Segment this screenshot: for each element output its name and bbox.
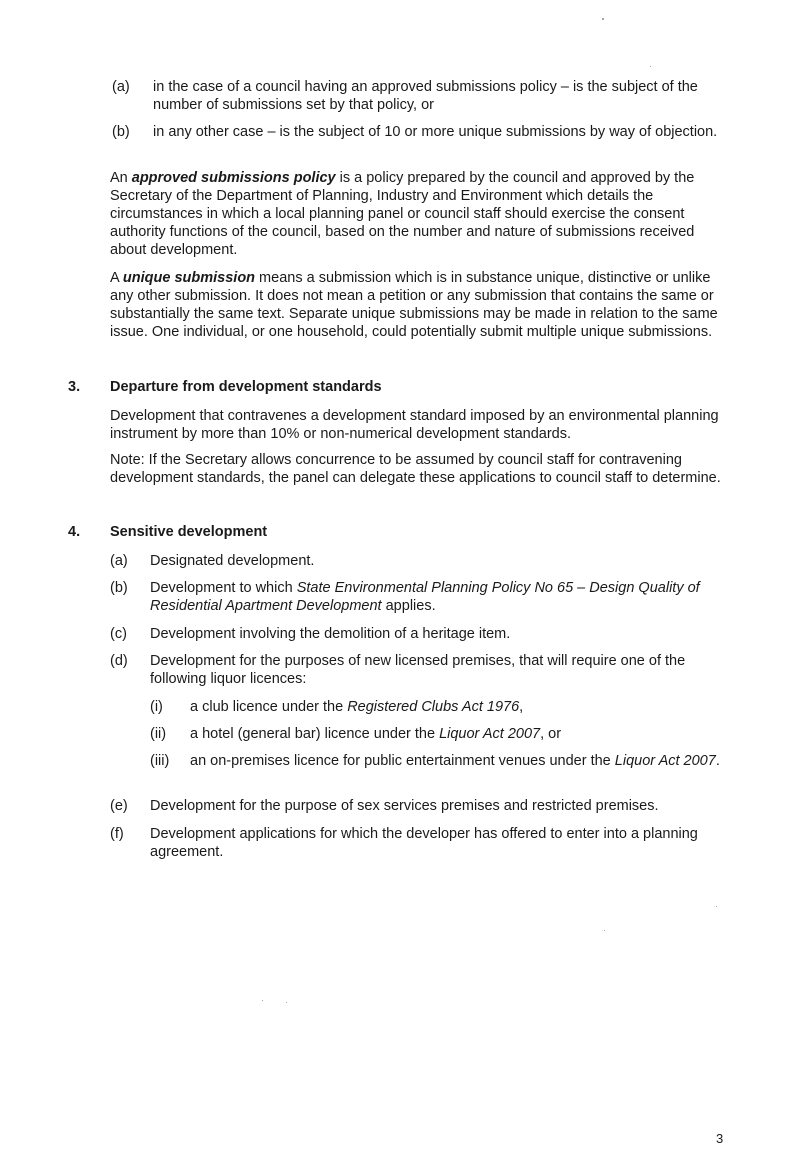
page-number: 3 [716, 1131, 724, 1146]
section-heading: Sensitive development [110, 524, 268, 540]
sublist-item-text: an on-premises licence for public entertainment venues under the Liquor Act 2007. [190, 753, 720, 769]
section-note: Note: If the Secretary allows concurrence to be assumed by council staff for contravening development standards, the panel can delegate these applications to council staff to determine. [110, 452, 721, 486]
sublist-label: (ii) [150, 726, 167, 742]
list-item-text: in the case of a council having an approved submissions policy – is the subject of the number of submissions set by that policy, or [153, 79, 698, 113]
scan-speck [602, 18, 604, 20]
list-item-text: in any other case – is the subject of 10 or more unique submissions by way of objection. [153, 124, 718, 140]
list-item-text: Development applications for which the developer has offered to enter into a planning agreement. [150, 826, 698, 860]
section-number: 3. [68, 379, 81, 395]
sublist-label: (i) [150, 699, 163, 715]
definition-approved-submissions-policy: An approved submissions policy is a policy prepared by the council and approved by the Secretary of the Department of Planning, Industry and Environment which details the circumstances in which a local planning panel or council staff should exercise the consent authority functions of the council, based on the number and nature of submissions received about development. [110, 170, 695, 258]
sublist-item-text: a hotel (general bar) licence under the Liquor Act 2007, or [190, 726, 562, 742]
list-item-text: Development for the purposes of new licensed premises, that will require one of the following liquor licences: [150, 653, 686, 687]
list-item-text: Development involving the demolition of a heritage item. [150, 626, 511, 642]
section-number: 4. [68, 524, 81, 540]
list-label: (f) [110, 826, 124, 842]
sublist-label: (iii) [150, 753, 170, 769]
section-heading: Departure from development standards [110, 379, 382, 395]
list-label: (d) [110, 653, 128, 669]
list-label: (a) [112, 79, 130, 95]
list-label: (a) [110, 553, 128, 569]
list-label: (b) [112, 124, 130, 140]
list-item-text: Development for the purpose of sex services premises and restricted premises. [150, 798, 659, 814]
scan-speck [650, 66, 651, 67]
sublist-item-text: a club licence under the Registered Clubs Act 1976, [190, 699, 524, 715]
section-body: Development that contravenes a development standard imposed by an environmental planning instrument by more than 10% or non-numerical development standards. [110, 408, 719, 442]
definition-unique-submission: A unique submission means a submission which is in substance unique, distinctive or unlike any other submission. It does not mean a petition or any submission that contains the same or substantially the same text. Separate unique submissions may be made in relation to the same issue. One individual, or one household, could potentially submit multiple unique submissions. [110, 270, 718, 340]
scan-speck [262, 1000, 263, 1001]
list-item-text: Designated development. [150, 553, 315, 569]
defined-term: unique submission [122, 270, 256, 286]
list-label: (b) [110, 580, 128, 596]
scan-speck [286, 1002, 287, 1003]
scan-speck [716, 906, 717, 907]
scan-speck [604, 930, 605, 931]
defined-term: approved submissions policy [131, 170, 336, 186]
list-label: (e) [110, 798, 128, 814]
list-item-text: Development to which State Environmental Planning Policy No 65 – Design Quality of Residential Apartment Development applies. [150, 580, 700, 614]
list-label: (c) [110, 626, 127, 642]
